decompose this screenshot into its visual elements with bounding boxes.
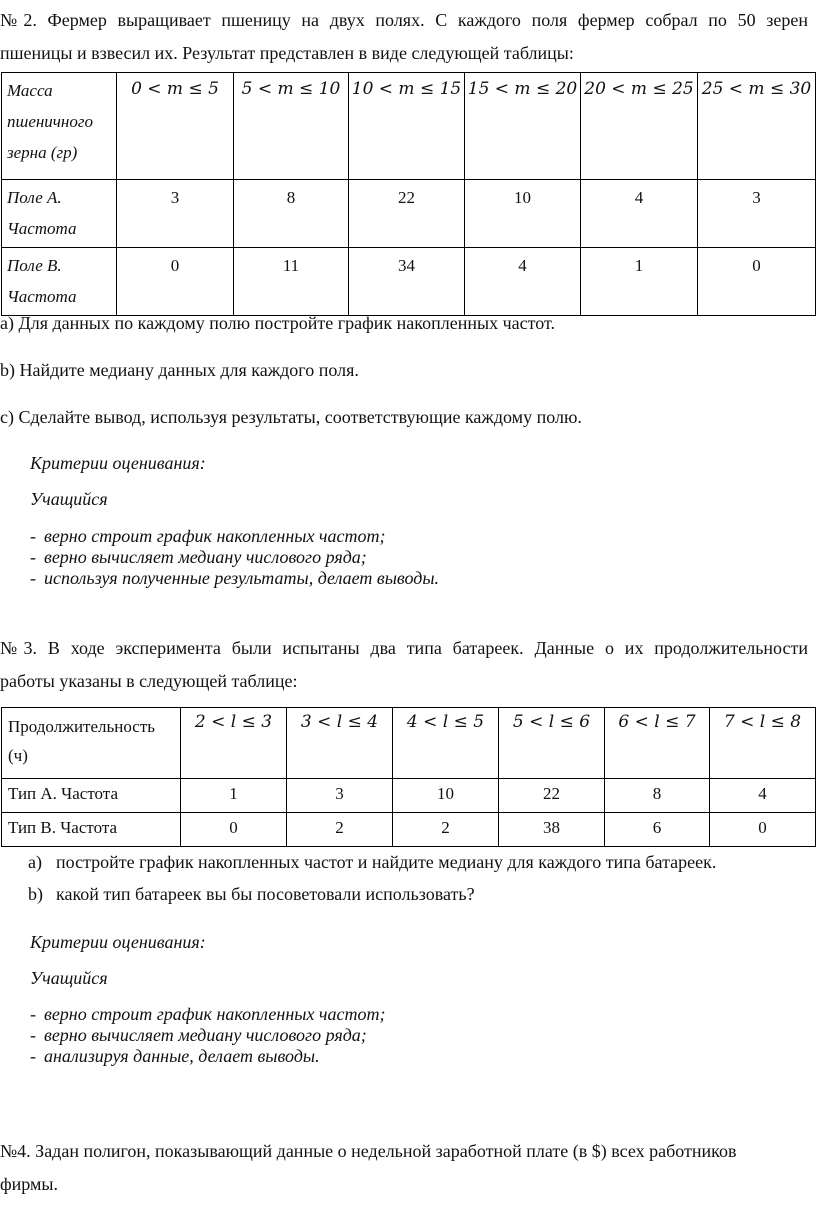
table-cell: 4 (710, 779, 816, 813)
task2-question-b: b) Найдите медиану данных для каждого поля. (0, 360, 359, 380)
task3-row-label: Тип В. Частота (2, 813, 181, 847)
list-item: - анализируя данные, делает выводы. (30, 1046, 320, 1066)
task3-criteria-list (0, 1004, 816, 1067)
table-row (2, 813, 816, 847)
task4-intro (0, 1134, 816, 1201)
task2-question-a: a) Для данных по каждому полю постройте график накопленных частот. (0, 313, 556, 333)
task2-range-6: 25 < m ≤ 30 (698, 73, 816, 180)
task2-criteria-list (0, 526, 816, 589)
task2-range-4: 15 < m ≤ 20 (465, 73, 581, 180)
task3-intro (0, 632, 816, 698)
task3-criteria-title: Критерии оценивания: (30, 932, 206, 952)
table-cell: 0 (117, 248, 234, 316)
table-cell: 2 (393, 813, 499, 847)
list-item: - верно строит график накопленных частот; (30, 1004, 386, 1024)
list-item: a) постройте график накопленных частот и найдите медиану для каждого типа батареек. (28, 852, 717, 872)
task3-range-5: 6 < l ≤ 7 (605, 708, 710, 779)
task4-intro-line1: №4. Задан полигон, показывающий данные о недельной заработной плате (в $) всех работников (0, 1141, 737, 1161)
list-item: - верно строит график накопленных частот; (30, 526, 386, 546)
table-cell: 22 (499, 779, 605, 813)
task2-range-2: 5 < m ≤ 10 (234, 73, 349, 180)
task2-range-5: 20 < m ≤ 25 (581, 73, 698, 180)
task2-intro-line2: пшеницы и взвесил их. Результат представлен в виде следующей таблицы: (0, 43, 574, 63)
task3-student-label: Учащийся (30, 968, 108, 988)
table-cell: 8 (234, 180, 349, 248)
table-cell: 3 (698, 180, 816, 248)
table-cell: 1 (181, 779, 287, 813)
task3-range-1: 2 < l ≤ 3 (181, 708, 287, 779)
table-cell: 22 (349, 180, 465, 248)
table-cell: 4 (581, 180, 698, 248)
task2-questions (0, 311, 816, 429)
task3-questions (0, 846, 816, 910)
table-cell: 3 (287, 779, 393, 813)
table-cell: 8 (605, 779, 710, 813)
table-row (2, 248, 816, 316)
task2-student-label: Учащийся (30, 489, 108, 509)
task3-intro-line1: №3. В ходе эксперимента были испытаны два типа батареек. Данные о их продолжительности (0, 638, 808, 658)
table-cell: 2 (287, 813, 393, 847)
table-cell: 1 (581, 248, 698, 316)
table-cell: 10 (393, 779, 499, 813)
table-cell: 0 (710, 813, 816, 847)
table-cell: 0 (181, 813, 287, 847)
task4-intro-line2: фирмы. (0, 1174, 59, 1194)
list-item: - верно вычисляет медиану числового ряда; (30, 547, 367, 567)
task2-intro-line1: №2. Фермер выращивает пшеницу на двух полях. С каждого поля фермер собрал по 50 зерен (0, 10, 808, 30)
table-cell: 6 (605, 813, 710, 847)
task3-range-2: 3 < l ≤ 4 (287, 708, 393, 779)
task2-row-label: Поле А. Частота (2, 180, 117, 248)
task3-intro-line2: работы указаны в следующей таблице: (0, 671, 298, 691)
task2-range-3: 10 < m ≤ 15 (349, 73, 465, 180)
table-cell: 4 (465, 248, 581, 316)
task2-criteria-title: Критерии оценивания: (30, 453, 206, 473)
table-cell: 0 (698, 248, 816, 316)
task2-criteria (30, 451, 790, 511)
task3-range-4: 5 < l ≤ 6 (499, 708, 605, 779)
table-cell: 11 (234, 248, 349, 316)
table-cell: 38 (499, 813, 605, 847)
task2-header-label: Масса пшеничного зерна (гр) (2, 73, 117, 180)
table-cell: 10 (465, 180, 581, 248)
table-cell: 3 (117, 180, 234, 248)
list-item: - используя полученные результаты, делает выводы. (30, 568, 440, 588)
table-row (2, 779, 816, 813)
task2-question-c: c) Сделайте вывод, используя результаты, соответствующие каждому полю. (0, 407, 582, 427)
task3-header-label: Продолжительность (ч) (2, 708, 181, 779)
task2-table (1, 72, 816, 316)
task2-row-label: Поле В. Частота (2, 248, 117, 316)
task2-intro (0, 4, 816, 70)
table-row (2, 180, 816, 248)
task3-range-3: 4 < l ≤ 5 (393, 708, 499, 779)
task3-criteria (30, 930, 790, 990)
task2-range-1: 0 < m ≤ 5 (117, 73, 234, 180)
task2-table-header-row (2, 73, 816, 180)
task3-row-label: Тип А. Частота (2, 779, 181, 813)
task3-table (1, 707, 816, 847)
task3-table-header-row (2, 708, 816, 779)
task3-range-6: 7 < l ≤ 8 (710, 708, 816, 779)
list-item: b) какой тип батареек вы бы посоветовали использовать? (28, 884, 475, 904)
list-item: - верно вычисляет медиану числового ряда; (30, 1025, 367, 1045)
table-cell: 34 (349, 248, 465, 316)
